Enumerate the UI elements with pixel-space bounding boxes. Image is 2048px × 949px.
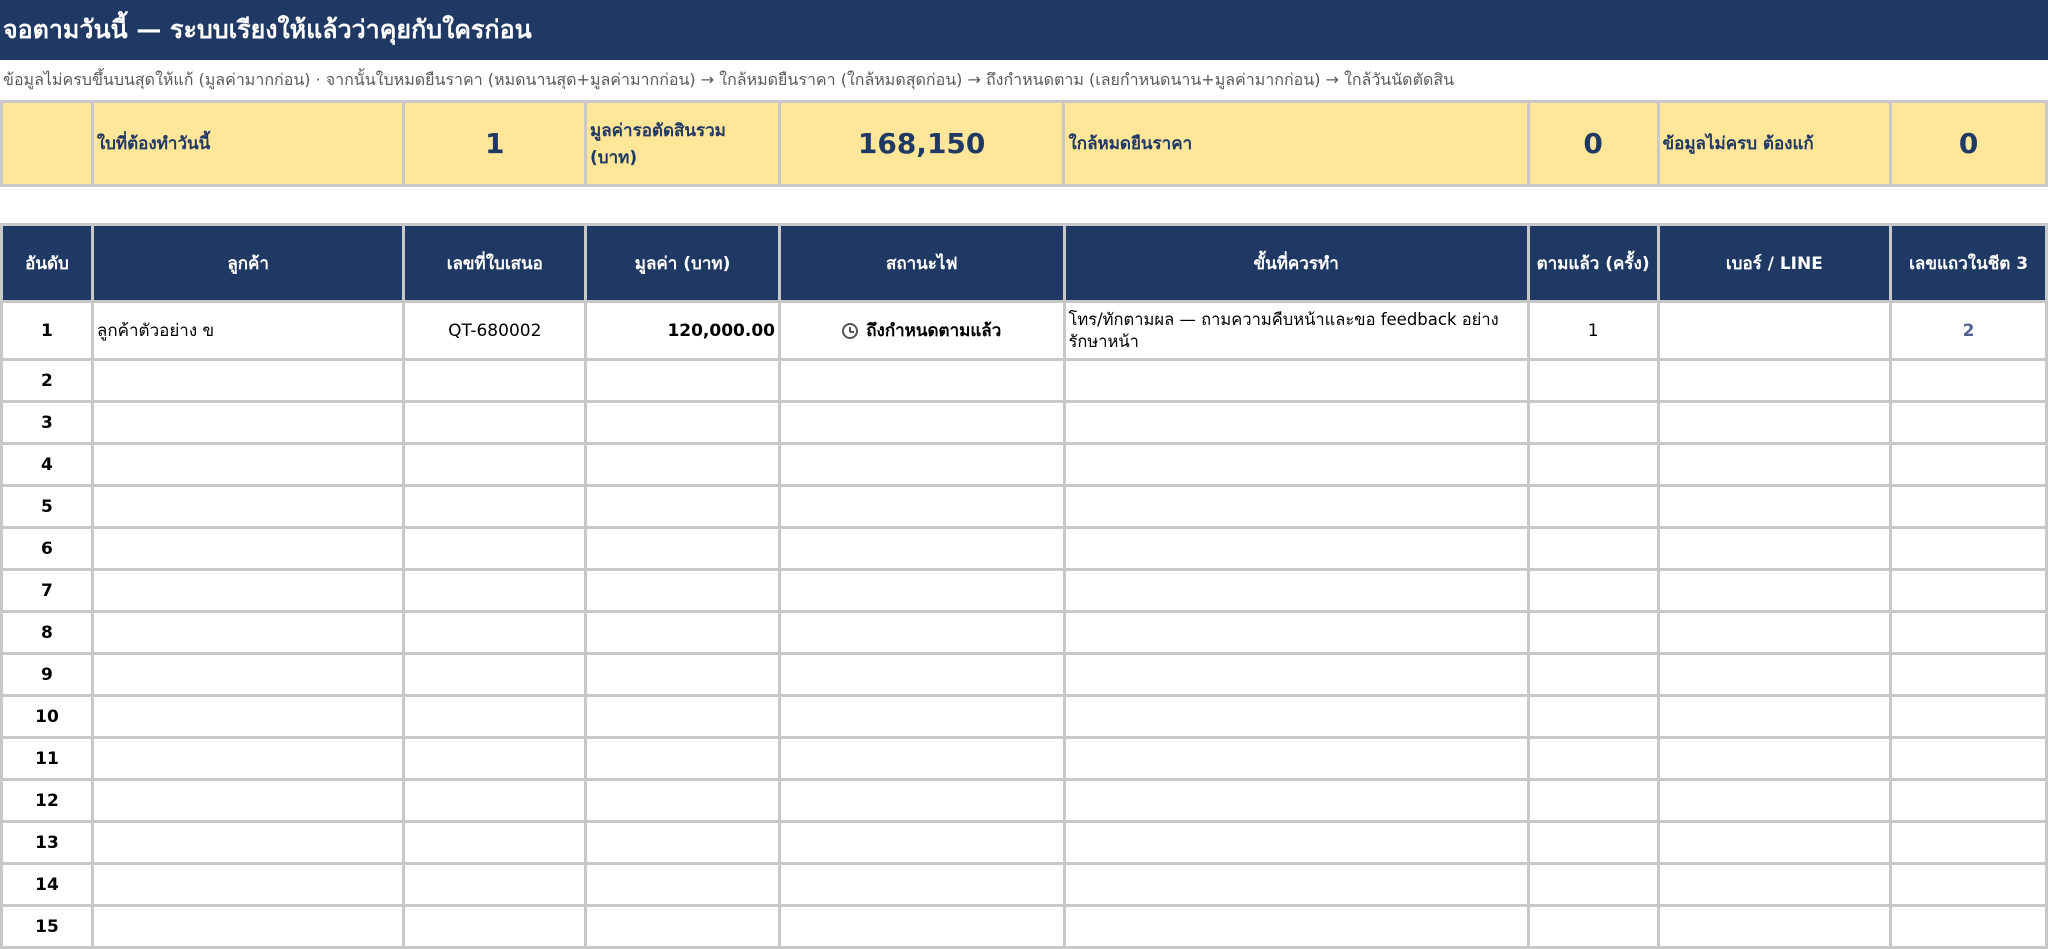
status-cell[interactable] xyxy=(779,780,1064,822)
rank-cell[interactable]: 4 xyxy=(2,444,93,486)
table-row xyxy=(2,654,2047,696)
column-header-amount[interactable]: มูลค่า (บาท) xyxy=(586,225,780,302)
amount-cell[interactable] xyxy=(586,780,780,822)
table-row xyxy=(2,696,2047,738)
followed-count-cell[interactable] xyxy=(1528,570,1658,612)
column-header-rank[interactable]: อันดับ xyxy=(2,225,93,302)
status-cell[interactable] xyxy=(779,738,1064,780)
contact-cell[interactable] xyxy=(1658,302,1891,360)
next-step-cell[interactable] xyxy=(1064,906,1528,948)
incomplete-count-value[interactable]: 0 xyxy=(1891,102,2047,186)
table-row xyxy=(2,360,2047,402)
column-header-status[interactable]: สถานะไฟ xyxy=(779,225,1064,302)
followed-count-cell[interactable] xyxy=(1528,906,1658,948)
amount-cell[interactable] xyxy=(586,360,780,402)
alarm-clock-icon xyxy=(842,323,858,339)
rank-cell[interactable]: 9 xyxy=(2,654,93,696)
sheet-row-cell[interactable] xyxy=(1891,402,2047,444)
customer-cell[interactable] xyxy=(92,444,403,486)
table-row xyxy=(2,402,2047,444)
sheet-row-cell[interactable]: 2 xyxy=(1891,302,2047,360)
customer-cell[interactable]: ลูกค้าตัวอย่าง ข xyxy=(92,302,403,360)
customer-cell[interactable] xyxy=(92,780,403,822)
contact-cell[interactable] xyxy=(1658,906,1891,948)
page-title: จอตามวันนี้ — ระบบเรียงให้แล้วว่าคุยกับใครก่อน xyxy=(3,15,532,44)
quote-no-cell[interactable] xyxy=(404,486,586,528)
next-step-cell[interactable] xyxy=(1064,402,1528,444)
quote-no-cell[interactable] xyxy=(404,906,586,948)
sheet-row-cell[interactable] xyxy=(1891,738,2047,780)
summary-spacer-cell[interactable] xyxy=(2,102,93,186)
sheet-row-cell[interactable] xyxy=(1891,444,2047,486)
amount-cell[interactable] xyxy=(586,864,780,906)
expiring-count-value[interactable]: 0 xyxy=(1528,102,1658,186)
table-row xyxy=(2,612,2047,654)
sheet-row-cell[interactable] xyxy=(1891,864,2047,906)
customer-cell[interactable] xyxy=(92,360,403,402)
followed-count-cell[interactable] xyxy=(1528,654,1658,696)
contact-cell[interactable] xyxy=(1658,612,1891,654)
rank-cell[interactable]: 2 xyxy=(2,360,93,402)
next-step-cell[interactable] xyxy=(1064,654,1528,696)
amount-cell[interactable] xyxy=(586,696,780,738)
contact-cell[interactable] xyxy=(1658,570,1891,612)
next-step-cell[interactable] xyxy=(1064,822,1528,864)
status-cell[interactable] xyxy=(779,360,1064,402)
table-row xyxy=(2,528,2047,570)
incomplete-count-label[interactable]: ข้อมูลไม่ครบ ต้องแก้ xyxy=(1658,102,1891,186)
rank-cell[interactable]: 11 xyxy=(2,738,93,780)
customer-cell[interactable] xyxy=(92,738,403,780)
table-row xyxy=(2,444,2047,486)
followed-count-cell[interactable] xyxy=(1528,696,1658,738)
amount-cell[interactable] xyxy=(586,402,780,444)
column-header-contact[interactable]: เบอร์ / LINE xyxy=(1658,225,1891,302)
quote-no-cell[interactable] xyxy=(404,780,586,822)
contact-cell[interactable] xyxy=(1658,738,1891,780)
summary-band xyxy=(0,100,2048,187)
pending-value-label[interactable]: มูลค่ารอตัดสินรวม (บาท) xyxy=(586,102,780,186)
table-row xyxy=(2,906,2047,948)
followed-count-cell[interactable] xyxy=(1528,360,1658,402)
quote-no-cell[interactable] xyxy=(404,738,586,780)
followed-count-cell[interactable] xyxy=(1528,780,1658,822)
sheet-row-cell[interactable] xyxy=(1891,822,2047,864)
rank-cell[interactable]: 8 xyxy=(2,612,93,654)
rank-cell[interactable]: 1 xyxy=(2,302,93,360)
next-step-cell[interactable] xyxy=(1064,360,1528,402)
rank-cell[interactable]: 12 xyxy=(2,780,93,822)
next-step-cell[interactable] xyxy=(1064,444,1528,486)
customer-cell[interactable] xyxy=(92,612,403,654)
followed-count-cell[interactable] xyxy=(1528,444,1658,486)
table-row xyxy=(2,780,2047,822)
rank-cell[interactable]: 6 xyxy=(2,528,93,570)
next-step-cell[interactable]: โทร/ทักตามผล — ถามความคืบหน้าและขอ feedback อย่างรักษาหน้า xyxy=(1064,302,1528,360)
quote-no-cell[interactable] xyxy=(404,696,586,738)
followed-count-cell[interactable] xyxy=(1528,822,1658,864)
quote-no-cell[interactable] xyxy=(404,654,586,696)
amount-cell[interactable] xyxy=(586,822,780,864)
followup-table xyxy=(0,223,2048,949)
next-step-cell[interactable] xyxy=(1064,864,1528,906)
column-header-sheet-row[interactable]: เลขแถวในชีต 3 xyxy=(1891,225,2047,302)
rank-cell[interactable]: 3 xyxy=(2,402,93,444)
table-row xyxy=(2,486,2047,528)
sheet-row-cell[interactable] xyxy=(1891,696,2047,738)
customer-cell[interactable] xyxy=(92,696,403,738)
todo-count-value[interactable]: 1 xyxy=(404,102,586,186)
rank-cell[interactable]: 13 xyxy=(2,822,93,864)
rank-cell[interactable]: 14 xyxy=(2,864,93,906)
sheet-row-cell[interactable] xyxy=(1891,906,2047,948)
sheet-row-cell[interactable] xyxy=(1891,612,2047,654)
customer-cell[interactable] xyxy=(92,570,403,612)
amount-cell[interactable] xyxy=(586,444,780,486)
customer-cell[interactable] xyxy=(92,654,403,696)
customer-cell[interactable] xyxy=(92,528,403,570)
next-step-cell[interactable] xyxy=(1064,780,1528,822)
next-step-cell[interactable] xyxy=(1064,528,1528,570)
column-header-customer[interactable]: ลูกค้า xyxy=(92,225,403,302)
status-cell[interactable] xyxy=(779,570,1064,612)
status-cell[interactable] xyxy=(779,612,1064,654)
followed-count-cell[interactable] xyxy=(1528,528,1658,570)
quote-no-cell[interactable] xyxy=(404,612,586,654)
next-step-cell[interactable] xyxy=(1064,612,1528,654)
followed-count-cell[interactable]: 1 xyxy=(1528,302,1658,360)
customer-cell[interactable] xyxy=(92,486,403,528)
quote-no-cell[interactable] xyxy=(404,528,586,570)
contact-cell[interactable] xyxy=(1658,486,1891,528)
pending-value-total[interactable]: 168,150 xyxy=(779,102,1064,186)
status-cell[interactable] xyxy=(779,528,1064,570)
rank-cell[interactable]: 10 xyxy=(2,696,93,738)
quote-no-cell[interactable] xyxy=(404,822,586,864)
status-label: ถึงกำหนดตามแล้ว xyxy=(866,321,1002,341)
title-bar xyxy=(0,0,2048,60)
status-cell[interactable] xyxy=(779,864,1064,906)
rank-cell[interactable]: 5 xyxy=(2,486,93,528)
customer-cell[interactable] xyxy=(92,402,403,444)
status-cell[interactable] xyxy=(779,402,1064,444)
contact-cell[interactable] xyxy=(1658,780,1891,822)
status-cell[interactable] xyxy=(779,906,1064,948)
contact-cell[interactable] xyxy=(1658,444,1891,486)
quote-no-cell[interactable] xyxy=(404,360,586,402)
contact-cell[interactable] xyxy=(1658,528,1891,570)
status-cell[interactable] xyxy=(779,654,1064,696)
rank-cell[interactable]: 7 xyxy=(2,570,93,612)
followed-count-cell[interactable] xyxy=(1528,486,1658,528)
contact-cell[interactable] xyxy=(1658,822,1891,864)
expiring-count-label[interactable]: ใกล้หมดยืนราคา xyxy=(1064,102,1528,186)
status-cell[interactable] xyxy=(779,302,1064,360)
next-step-cell[interactable] xyxy=(1064,696,1528,738)
column-header-followed[interactable]: ตามแล้ว (ครั้ง) xyxy=(1528,225,1658,302)
customer-cell[interactable] xyxy=(92,822,403,864)
status-cell[interactable] xyxy=(779,696,1064,738)
next-step-cell[interactable] xyxy=(1064,570,1528,612)
followed-count-cell[interactable] xyxy=(1528,738,1658,780)
amount-cell[interactable] xyxy=(586,654,780,696)
status-cell[interactable] xyxy=(779,486,1064,528)
table-row xyxy=(2,822,2047,864)
amount-cell[interactable] xyxy=(586,486,780,528)
table-row xyxy=(2,302,2047,360)
table-header-row xyxy=(2,225,2047,302)
quote-no-cell[interactable]: QT-680002 xyxy=(404,302,586,360)
contact-cell[interactable] xyxy=(1658,654,1891,696)
table-row xyxy=(2,570,2047,612)
table-row xyxy=(2,738,2047,780)
quote-no-cell[interactable] xyxy=(404,402,586,444)
column-header-quote-no[interactable]: เลขที่ใบเสนอ xyxy=(404,225,586,302)
todo-count-label[interactable]: ใบที่ต้องทำวันนี้ xyxy=(92,102,403,186)
table-row xyxy=(2,864,2047,906)
quote-no-cell[interactable] xyxy=(404,570,586,612)
contact-cell[interactable] xyxy=(1658,360,1891,402)
next-step-cell[interactable] xyxy=(1064,486,1528,528)
followed-count-cell[interactable] xyxy=(1528,402,1658,444)
amount-cell[interactable]: 120,000.00 xyxy=(586,302,780,360)
sort-description: ข้อมูลไม่ครบขึ้นบนสุดให้แก้ (มูลค่ามากก่อน) · จากนั้นใบหมดยืนราคา (หมดนานสุด+มูลค่ามากก่อน) → ใกล้หมดยืนราคา (ใกล้หมดสุดก่อน) → ถึงกำหนดตาม (เลยกำหนดนาน+มูลค่ามากก่อน) → ใกล้วันนัดตัดสิน xyxy=(3,70,1455,89)
column-header-next-step[interactable]: ขั้นที่ควรทำ xyxy=(1064,225,1528,302)
sheet-row-cell[interactable] xyxy=(1891,360,2047,402)
amount-cell[interactable] xyxy=(586,738,780,780)
contact-cell[interactable] xyxy=(1658,402,1891,444)
amount-cell[interactable] xyxy=(586,570,780,612)
quote-no-cell[interactable] xyxy=(404,444,586,486)
status-cell[interactable] xyxy=(779,444,1064,486)
sheet-row-cell[interactable] xyxy=(1891,570,2047,612)
customer-cell[interactable] xyxy=(92,864,403,906)
contact-cell[interactable] xyxy=(1658,696,1891,738)
next-step-cell[interactable] xyxy=(1064,738,1528,780)
amount-cell[interactable] xyxy=(586,906,780,948)
contact-cell[interactable] xyxy=(1658,864,1891,906)
sheet-row-cell[interactable] xyxy=(1891,654,2047,696)
followed-count-cell[interactable] xyxy=(1528,864,1658,906)
followed-count-cell[interactable] xyxy=(1528,612,1658,654)
sheet-row-cell[interactable] xyxy=(1891,486,2047,528)
customer-cell[interactable] xyxy=(92,906,403,948)
amount-cell[interactable] xyxy=(586,612,780,654)
sheet-row-cell[interactable] xyxy=(1891,528,2047,570)
quote-no-cell[interactable] xyxy=(404,864,586,906)
status-cell[interactable] xyxy=(779,822,1064,864)
amount-cell[interactable] xyxy=(586,528,780,570)
rank-cell[interactable]: 15 xyxy=(2,906,93,948)
sheet-row-cell[interactable] xyxy=(1891,780,2047,822)
